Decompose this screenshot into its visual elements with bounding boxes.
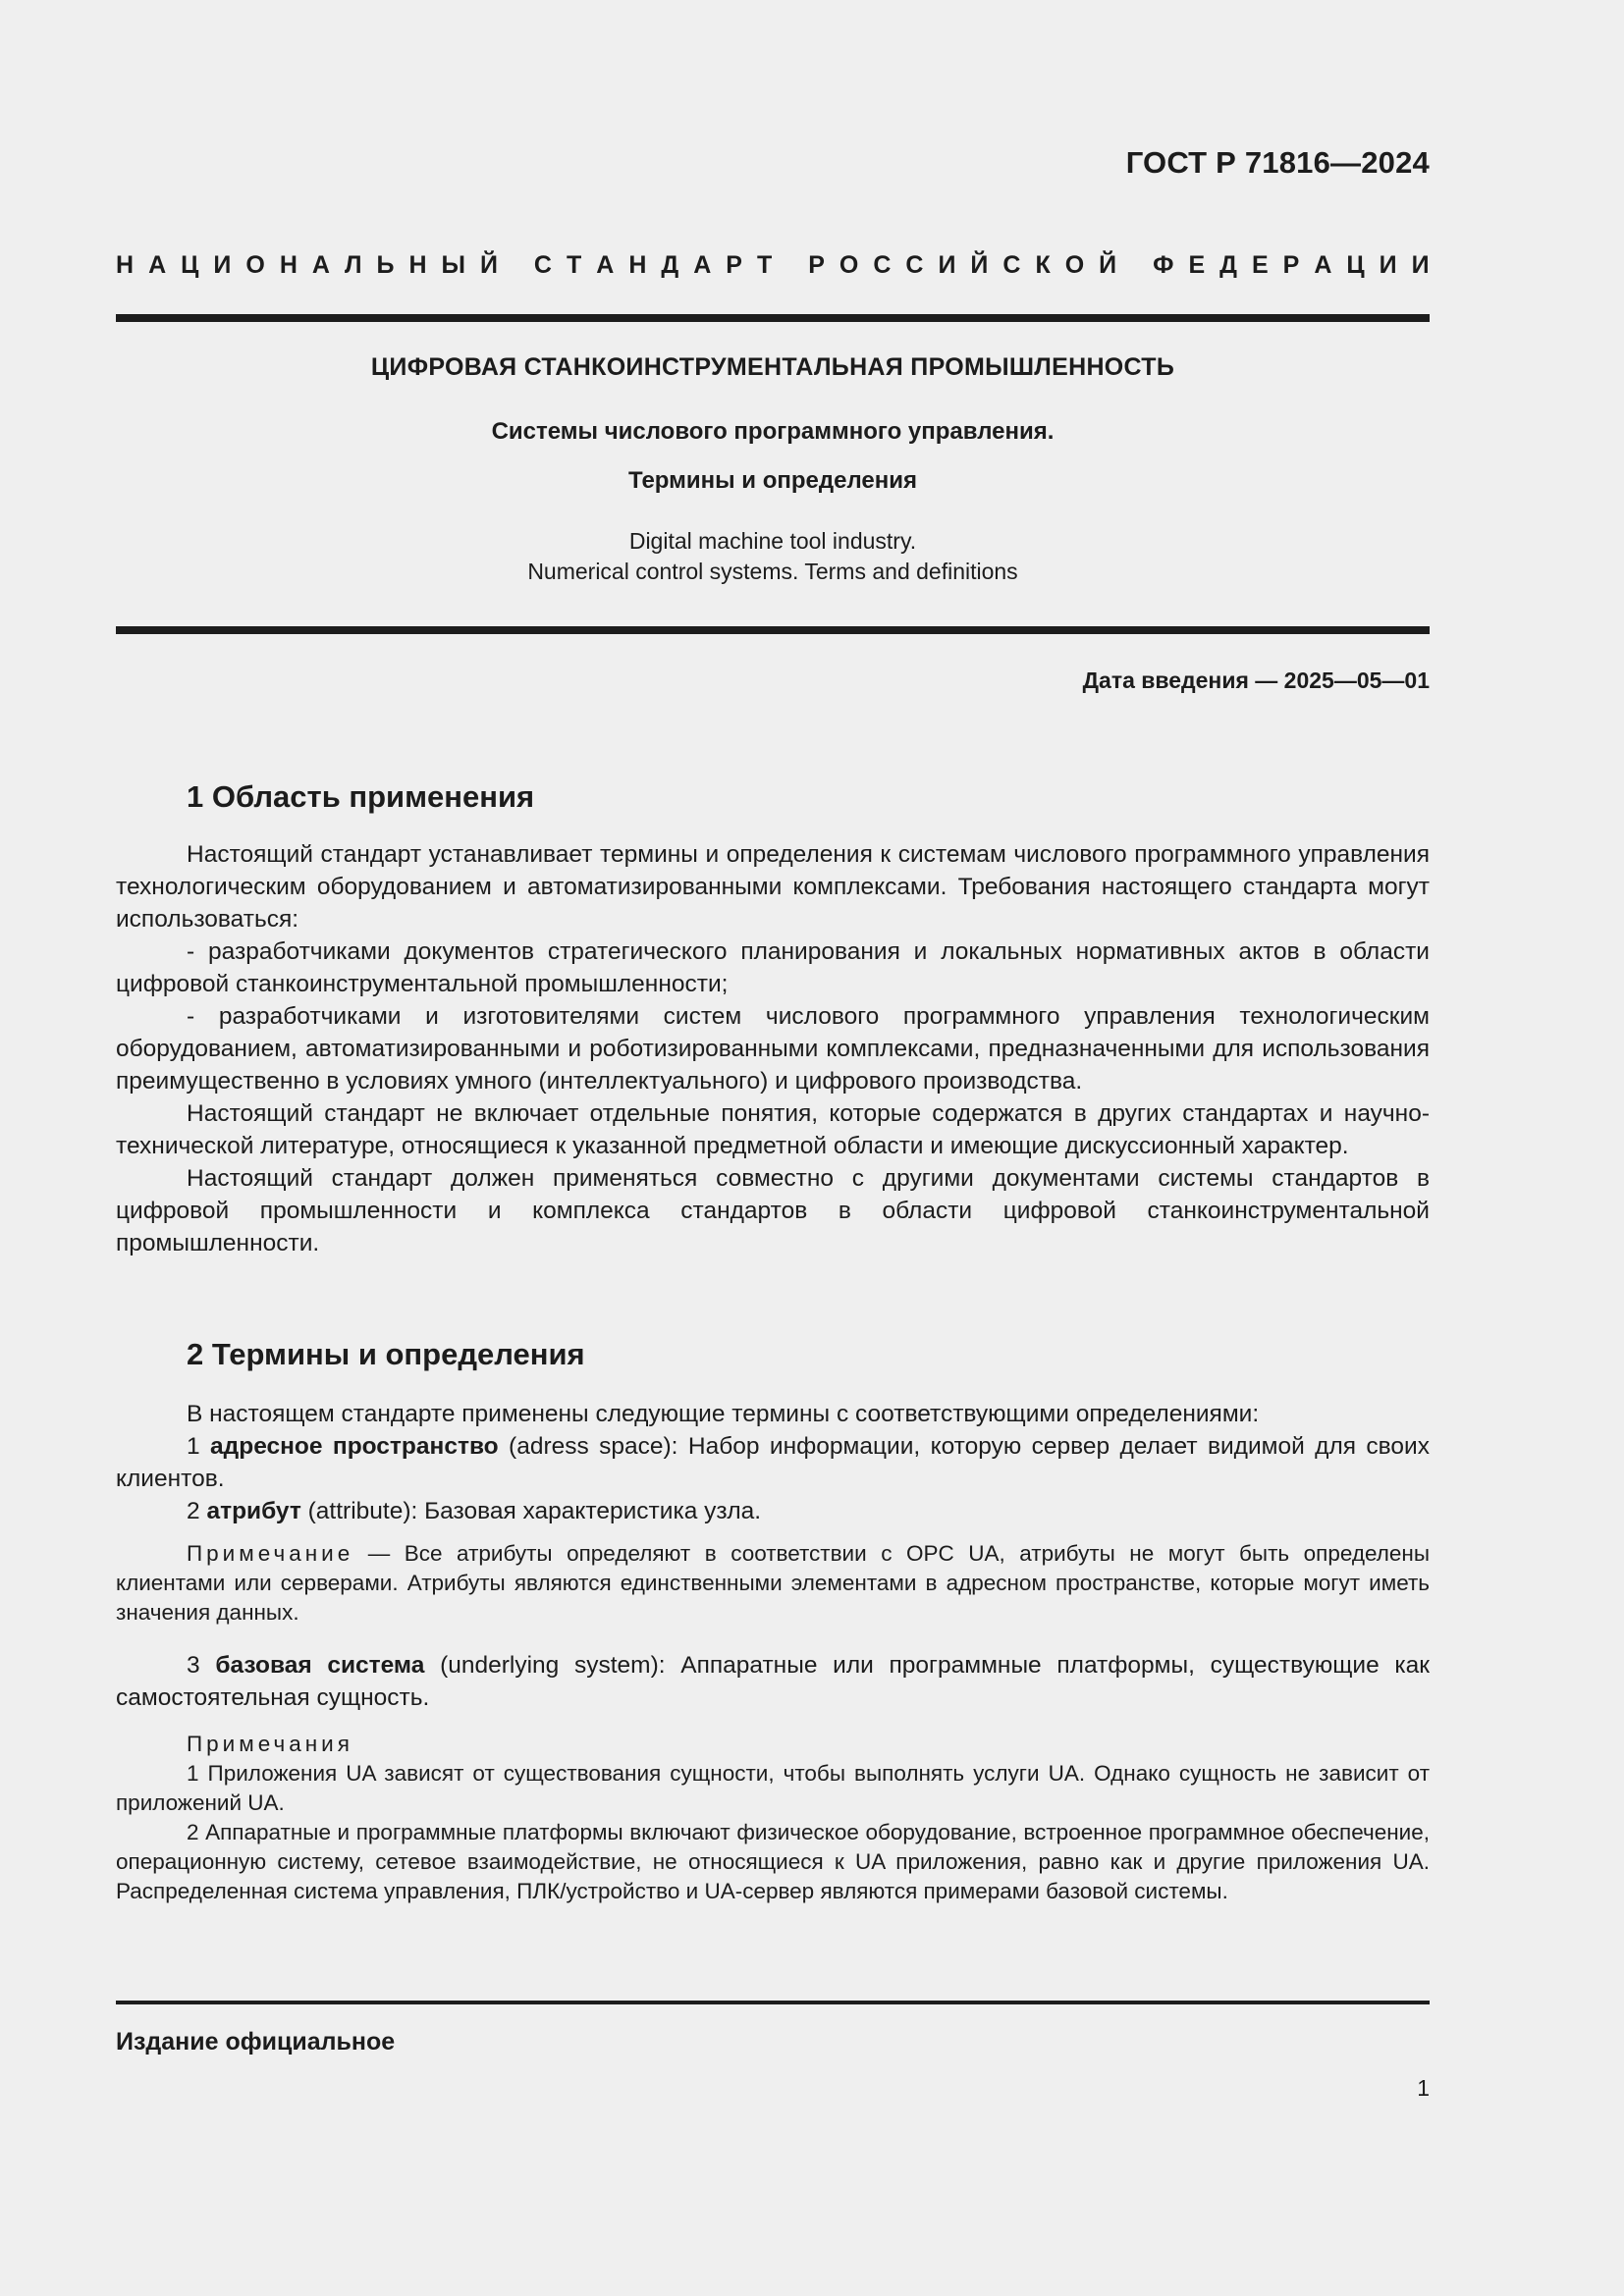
english-title-line-2: Numerical control systems. Terms and definitions	[527, 559, 1018, 584]
paragraph: В настоящем стандарте применены следующие термины с соответствующими определениями:	[187, 1401, 1260, 1427]
heading-letter: Р	[1282, 251, 1300, 279]
heading-letter: С	[1002, 251, 1021, 279]
page-number: 1	[1417, 2075, 1430, 2101]
heading-letter: Й	[480, 251, 498, 279]
heading-letter: Ы	[441, 251, 465, 279]
term-name: базовая система	[215, 1652, 425, 1679]
heading-letter: О	[839, 251, 859, 279]
introduction-date: Дата введения — 2025—05—01	[1082, 667, 1430, 693]
term-number: 1	[187, 1433, 200, 1460]
section-1-heading: 1 Область применения	[187, 779, 535, 814]
list-item: - разработчиками и изготовителями систем числового программного управления технологическим оборудованием, автоматизированными и роботизированными комплексами, предназначенными для использования преимущественно в условиях умного (интеллектуального) и цифрового производства.	[116, 1003, 1430, 1095]
heading-letter: И	[938, 251, 956, 279]
term-2-note	[116, 1539, 1430, 1628]
heading-letter: Р	[726, 251, 742, 279]
term-name: адресное пространство	[210, 1433, 499, 1460]
heading-letter: Д	[1219, 251, 1237, 279]
term-entry-2	[116, 1495, 1430, 1527]
heading-letter: Л	[344, 251, 362, 279]
heading-letter: Й	[970, 251, 989, 279]
section-1-body	[116, 838, 1430, 1259]
term-definition: (attribute): Базовая характеристика узла.	[300, 1498, 762, 1524]
note-label: Примечание	[187, 1541, 354, 1566]
heading-letter: С	[905, 251, 924, 279]
document-title: ЦИФРОВАЯ СТАНКОИНСТРУМЕНТАЛЬНАЯ ПРОМЫШЛЕННОСТЬ	[370, 353, 1175, 381]
term-definition: (underlying system): Аппаратные или программные платформы, существующие как самостоятельная сущность.	[116, 1652, 1430, 1711]
english-title-line-1: Digital machine tool industry.	[628, 528, 917, 554]
national-standard-heading	[116, 251, 1430, 280]
paragraph: Настоящий стандарт должен применяться совместно с другими документами системы стандартов в цифровой промышленности и комплекса стандартов в области цифровой станкоинструментальной промышленности.	[116, 1165, 1430, 1256]
heading-letter: Ф	[1153, 251, 1174, 279]
term-number: 3	[187, 1652, 200, 1679]
heading-space	[1131, 251, 1138, 280]
term-number: 2	[187, 1498, 200, 1524]
english-title	[116, 526, 1430, 587]
term-entry-3	[116, 1649, 1430, 1714]
notes-label: Примечания	[187, 1732, 353, 1756]
heading-letter: Е	[1188, 251, 1206, 279]
section-2-body	[116, 1398, 1430, 1527]
paragraph: Настоящий стандарт не включает отдельные понятия, которые содержатся в других стандартах и научно-технической литературе, относящиеся к указанной предметной области и имеющие дискуссионный характер.	[116, 1100, 1430, 1159]
term-3-notes	[116, 1730, 1430, 1906]
heading-letter: Н	[628, 251, 647, 279]
heading-letter: А	[596, 251, 615, 279]
heading-letter: С	[873, 251, 892, 279]
heading-letter: Т	[756, 251, 773, 279]
heading-letter: Н	[408, 251, 427, 279]
heading-letter: Е	[1251, 251, 1269, 279]
note-item: 2 Аппаратные и программные платформы включают физическое оборудование, встроенное программное обеспечение, операционную систему, сетевое взаимодействие, не относящиеся к UA приложения, равно как и другие приложения UA. Распределенная система управления, ПЛК/устройство и UA-сервер являются примерами базовой системы.	[116, 1820, 1430, 1903]
heading-space	[786, 251, 793, 280]
paragraph: Настоящий стандарт устанавливает термины и определения к системам числового программного управления технологическим оборудованием и автоматизированными комплексами. Требования настоящего стандарта могут использоваться:	[116, 841, 1430, 933]
section-2-heading: 2 Термины и определения	[187, 1337, 585, 1371]
heading-letter: О	[1064, 251, 1085, 279]
heading-letter: Н	[279, 251, 298, 279]
heading-letter: И	[1379, 251, 1397, 279]
heading-letter: Д	[661, 251, 679, 279]
heading-letter: Н	[116, 251, 135, 279]
heading-letter: К	[1035, 251, 1051, 279]
note-text: — Все атрибуты определяют в соответствии с OPC UA, атрибуты не могут быть определены клиентами или серверами. Атрибуты являются единственными элементами в адресном пространстве, которые могут иметь значения данных.	[116, 1541, 1430, 1625]
heading-letter: С	[533, 251, 552, 279]
footer-rule	[116, 2001, 1430, 2004]
heading-letter: А	[693, 251, 712, 279]
heading-letter: Р	[808, 251, 825, 279]
title-bottom-rule	[116, 626, 1430, 634]
heading-letter: А	[1314, 251, 1332, 279]
official-edition-label: Издание официальное	[116, 2028, 396, 2056]
heading-letter: И	[213, 251, 232, 279]
top-rule	[116, 314, 1430, 322]
heading-letter: Ц	[1346, 251, 1365, 279]
heading-letter: А	[148, 251, 167, 279]
heading-letter: О	[245, 251, 265, 279]
heading-letter: Й	[1099, 251, 1117, 279]
term-entry-1	[116, 1430, 1430, 1495]
heading-letter: Т	[566, 251, 582, 279]
heading-letter: А	[311, 251, 330, 279]
document-subtitle-2: Термины и определения	[627, 467, 918, 494]
term-definition: (adress space): Набор информации, которую сервер делает видимой для своих клиентов.	[116, 1433, 1430, 1492]
heading-space	[513, 251, 519, 280]
note-item: 1 Приложения UA зависят от существования сущности, чтобы выполнять услуги UA. Однако сущность не зависит от приложений UA.	[116, 1761, 1430, 1815]
term-name: атрибут	[206, 1498, 301, 1524]
heading-letter: И	[1411, 251, 1430, 279]
document-subtitle-1: Системы числового программного управления.	[491, 418, 1055, 445]
list-item: - разработчиками документов стратегического планирования и локальных нормативных актов в области цифровой станкоинструментальной промышленности;	[116, 938, 1430, 997]
heading-letter: Ь	[376, 251, 395, 279]
document-number: ГОСТ Р 71816—2024	[1125, 145, 1430, 180]
heading-letter: Ц	[181, 251, 199, 279]
